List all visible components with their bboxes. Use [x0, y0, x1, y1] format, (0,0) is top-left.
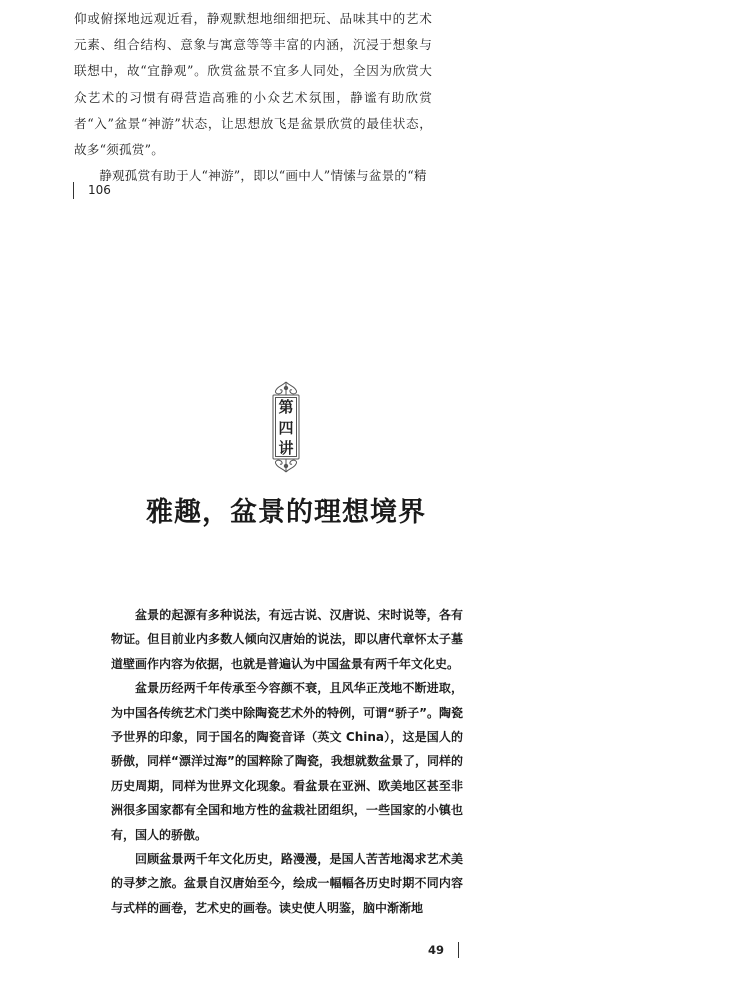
chapter-label-char: 第	[278, 398, 294, 416]
folio-divider	[458, 942, 459, 958]
page-number: 49	[428, 943, 445, 957]
folio-divider	[73, 182, 74, 199]
body-paragraph: 盆景历经两千年传承至今容颜不衰，且风华正茂地不断进取，为中国各传统艺术门类中除陶瓷艺术外的特例，可谓“骄子”。陶瓷予世界的印象，同于国名的陶瓷音译（英文 China），这是国人的骄傲，同样“漂洋过海”的国粹除了陶瓷，我想就数盆景了，同样的历史周期，同样为世界文化现象。看盆景在亚洲、欧美地区甚至非洲很多国家都有全国和地方性的盆栽社团组织，一些国家的小镇也有，国人的骄傲。	[111, 681, 463, 842]
chapter-title: 雅趣，盆景的理想境界	[146, 497, 426, 528]
body-paragraph: 回顾盆景两千年文化历史，路漫漫，是国人苦苦地渴求艺术美的寻梦之旅。盆景自汉唐始至今，绘成一幅幅各历史时期不同内容与式样的画卷，艺术史的画卷。读史使人明鉴，脑中渐渐地	[111, 852, 463, 915]
previous-page-paragraph: 仰或俯探地远观近看，静观默想地细细把玩、品味其中的艺术元素、组合结构、意象与寓意等等丰富的内涵，沉浸于想象与联想中，故“宜静观”。欣赏盆景不宜多人同处，全因为欣赏大众艺术的习惯有碍营造高雅的小众艺术氛围，静谧有助欣赏者“入”盆景“神游”状态，让思想放飞是盆景欣赏的最佳状态，故多“须孤赏”。	[74, 11, 432, 158]
chapter-label	[274, 400, 298, 456]
page-number: 106	[88, 183, 111, 197]
chapter-label-char: 四	[278, 418, 294, 437]
current-page-folio	[428, 941, 459, 959]
body-paragraph: 盆景的起源有多种说法，有远古说、汉唐说、宋时说等，各有物证。但目前业内多数人倾向汉唐始的说法，即以唐代章怀太子墓道壁画作内容为依据，也就是普遍认为中国盆景有两千年文化史。	[111, 608, 463, 671]
previous-page-text	[74, 6, 432, 189]
chapter-body	[111, 603, 463, 920]
chapter-label-char: 讲	[278, 439, 294, 457]
previous-page-folio	[73, 181, 111, 199]
previous-page-paragraph: 静观孤赏有助于人“神游”，即以“画中人”情愫与盆景的“精	[99, 168, 427, 184]
